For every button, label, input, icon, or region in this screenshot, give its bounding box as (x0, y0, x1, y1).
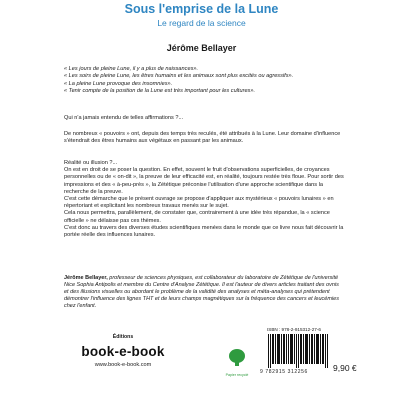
quote-line: « Les soirs de pleine Lune, les êtres humains et les animaux sont plus excités ou agressifs». (64, 73, 294, 80)
text-paragraph: Réalité ou illusion ?... (64, 160, 118, 166)
quote-line: « Tenir compte de la position de la Lune est très important pour les cultures». (64, 88, 256, 95)
publisher-label: Éditions (112, 334, 134, 340)
main-text (64, 160, 344, 239)
book-title: Sous l'emprise de la Lune (124, 2, 279, 16)
publisher-logo: book-e-book (81, 344, 165, 359)
author-name: Jérôme Bellayer (166, 43, 237, 53)
barcode-digits: 9 782915 312256 (260, 369, 308, 375)
price: 9,90 € (333, 363, 357, 373)
author-bio (64, 275, 344, 310)
text-paragraph: C'est cette démarche que le présent ouvrage se propose d'appliquer aux mystérieux « pouvoirs lunaires » en répertoriant et explicitant les nombreux travaux menés sur le sujet. (64, 196, 334, 210)
book-subtitle: Le regard de la science (157, 18, 246, 28)
quotes-block (64, 66, 354, 96)
isbn-number: ISBN : 978-2-915312-27-6 (267, 327, 321, 332)
bio-text: professeur de sciences physiques, est collaborateur du laboratoire de Zététique de l'université Nice Sophia Antipolis et membre du Centre d'Analyse Zététique. Il est l'auteur de divers articles traitant des ovnis et des illusions visuelles ou abordant le problème de la validité des analyses et méta-analyses qui prétendent démontrer l'influence des lignes THT et de leurs champs magnétiques sur la fréquence des cancers et leucémies chez l'enfant. (64, 275, 339, 309)
intro-paragraph: De nombreux « pouvoirs » ont, depuis des temps très reculés, été attribués à la Lune. Leur domaine d'influence s'étendrait des êtres humains aux végétaux en passant par les animaux. (64, 131, 341, 145)
publisher-url: www.book-e-book.com (94, 362, 152, 368)
text-paragraph: Cela nous permettra, parallèlement, de constater que, contrairement à une idée très répandue, la « science officielle » ne délaisse pas ces thèmes. (64, 210, 330, 224)
recycled-paper-label: Papier recyclé (225, 373, 249, 377)
question-line: Qui n'a jamais entendu de telles affirmations ?... (64, 115, 184, 121)
bio-name: Jérôme Bellayer, (64, 275, 108, 281)
barcode-icon (268, 334, 328, 368)
text-paragraph: C'est donc au travers des diverses études scientifiques menées dans le monde que ce livre nous fait découvrir la portée réelle des influences lunaires. (64, 224, 344, 239)
text-paragraph: On est en droit de se poser la question. En effet, souvent le fruit d'observations superficielles, de croyances personnelles ou de « on-dit », la preuve de leur efficacité est, en réalité, toujours restée très floue. Pour sortir des impressions et des « à-peu-près », la Zététique préconise l'utilisation d'une approche scientifique dans la recherche de la preuve. (64, 167, 344, 195)
quote-line: « Les jours de pleine Lune, il y a plus de naissances». (64, 66, 199, 72)
recycled-paper-icon (229, 349, 245, 363)
quote-line: « La pleine Lune provoque des insomnies». (64, 80, 173, 87)
